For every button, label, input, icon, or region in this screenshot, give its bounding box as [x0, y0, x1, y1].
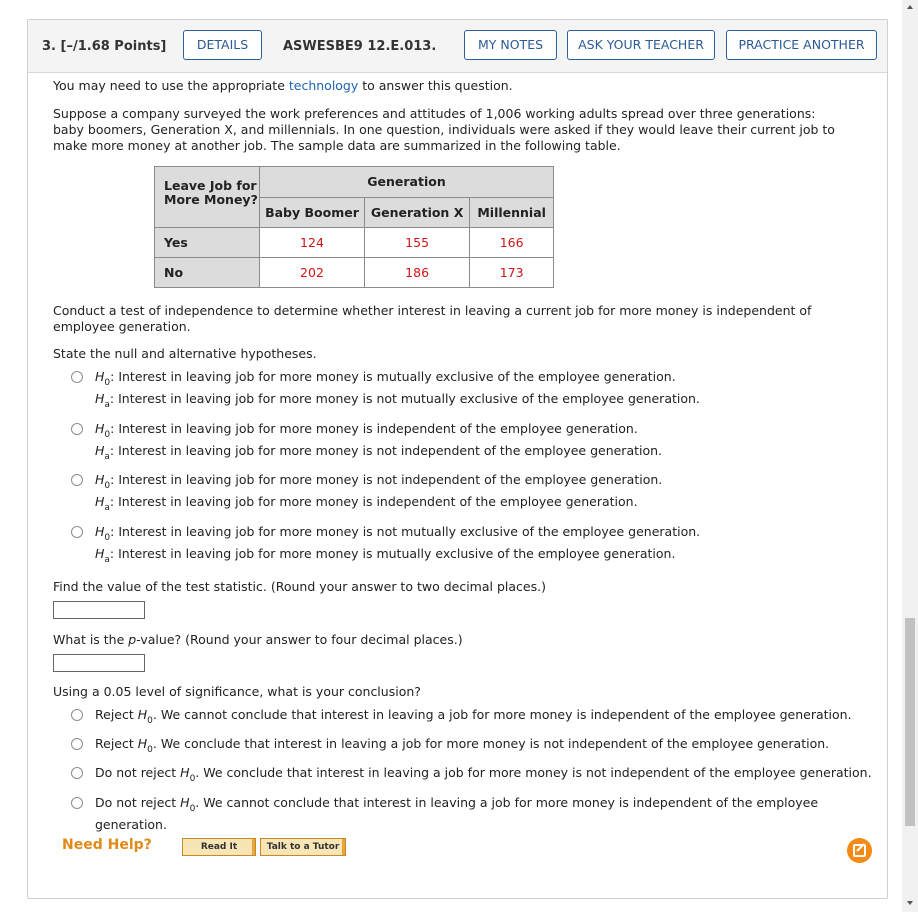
table-row	[155, 258, 554, 288]
radio-button[interactable]	[71, 371, 83, 383]
row-label: No	[155, 258, 260, 288]
scroll-up-icon[interactable]	[907, 5, 913, 9]
question-header	[28, 20, 887, 73]
technology-note	[53, 78, 843, 94]
task-text: Conduct a test of independence to determine whether interest in leaving a current job for more money is independent of employee generation.	[53, 303, 812, 334]
conclusion-text: Reject $H_0$. We conclude that interest in leaving a job for more money is not independent of the employee generation.	[95, 736, 830, 755]
practice-another-button[interactable]: PRACTICE ANOTHER	[726, 30, 877, 60]
table-cell: 173	[470, 258, 554, 288]
conclusion-text: Do not reject $H_0$. We cannot conclude that interest in leaving a job for more money is independent of the employee	[95, 795, 819, 814]
column-header: Generation X	[364, 198, 469, 228]
conclusion-text: Do not reject $H_0$. We conclude that interest in leaving a job for more money is not independent of the employee generation.	[95, 765, 872, 784]
hypotheses-prompt: State the null and alternative hypotheses.	[53, 346, 317, 361]
alternative-hypothesis: $H_a$: Interest in leaving job for more money is independent of the employee generation.	[95, 494, 638, 513]
technology-link[interactable]: technology	[288, 78, 359, 93]
table-cell: 166	[470, 228, 554, 258]
radio-button[interactable]	[71, 474, 83, 486]
null-hypothesis: $H_0$: Interest in leaving job for more money is not mutually exclusive of the employee generation.	[95, 524, 701, 543]
table-cell: 186	[364, 258, 469, 288]
conclusion-text: Reject $H_0$. We cannot conclude that interest in leaving a job for more money is independent of the employee generation.	[95, 707, 852, 726]
feedback-icon[interactable]	[847, 838, 872, 863]
alternative-hypothesis: $H_a$: Interest in leaving job for more money is not independent of the employee generation.	[95, 443, 663, 462]
column-header: Millennial	[470, 198, 554, 228]
test-statistic-input[interactable]	[53, 601, 145, 619]
my-notes-button[interactable]: MY NOTES	[464, 30, 557, 60]
radio-button[interactable]	[71, 738, 83, 750]
p-value-input[interactable]	[53, 654, 145, 672]
radio-button[interactable]	[71, 709, 83, 721]
null-hypothesis: $H_0$: Interest in leaving job for more money is mutually exclusive of the employee generation.	[95, 369, 676, 388]
row-label: Yes	[155, 228, 260, 258]
talk-to-tutor-button[interactable]: Talk to a Tutor	[260, 838, 346, 856]
radio-button[interactable]	[71, 767, 83, 779]
scrollbar[interactable]	[902, 0, 918, 912]
conclusion-prompt: Using a 0.05 level of significance, what is your conclusion?	[53, 684, 421, 699]
details-button[interactable]: DETAILS	[183, 30, 262, 60]
points-label: [–/1.68 Points]	[60, 39, 167, 54]
conclusion-text-continued: generation.	[95, 817, 167, 832]
table-cell: 202	[260, 258, 365, 288]
question-number: 3.	[42, 39, 56, 54]
test-statistic-prompt: Find the value of the test statistic. (Round your answer to two decimal places.)	[53, 579, 546, 594]
radio-button[interactable]	[71, 526, 83, 538]
scroll-thumb[interactable]	[905, 618, 915, 826]
p-value-prompt: What is the p-value? (Round your answer to four decimal places.)	[53, 632, 463, 647]
question-code: ASWESBE9 12.E.013.	[283, 39, 437, 54]
survey-table	[154, 166, 554, 288]
scenario-text: Suppose a company surveyed the work preferences and attitudes of 1,006 working adults spread over three generations: baby boomers, Generation X, and millennials. In one question, individuals were asked if they would leave their current job to make more money at another job. The sample data are summarized in the following table.	[53, 106, 835, 153]
generation-header: Generation	[260, 167, 554, 198]
null-hypothesis: $H_0$: Interest in leaving job for more money is not independent of the employee generation.	[95, 472, 663, 491]
radio-button[interactable]	[71, 797, 83, 809]
null-hypothesis: $H_0$: Interest in leaving job for more money is independent of the employee generation.	[95, 421, 638, 440]
table-cell: 124	[260, 228, 365, 258]
intro-suffix: to answer this question.	[358, 78, 513, 93]
question-number-points	[42, 39, 166, 54]
row-header-cell: Leave Job for More Money?	[155, 167, 260, 228]
need-help-label: Need Help?	[62, 837, 152, 853]
alternative-hypothesis: $H_a$: Interest in leaving job for more money is mutually exclusive of the employee generation.	[95, 546, 676, 565]
alternative-hypothesis: $H_a$: Interest in leaving job for more money is not mutually exclusive of the employee generation.	[95, 391, 700, 410]
scroll-down-icon[interactable]	[907, 901, 913, 905]
intro-prefix: You may need to use the appropriate	[53, 78, 289, 93]
radio-button[interactable]	[71, 423, 83, 435]
read-it-button[interactable]: Read It	[182, 838, 256, 856]
table-cell: 155	[364, 228, 469, 258]
table-row	[155, 228, 554, 258]
ask-teacher-button[interactable]: ASK YOUR TEACHER	[567, 30, 715, 60]
column-header: Baby Boomer	[260, 198, 365, 228]
